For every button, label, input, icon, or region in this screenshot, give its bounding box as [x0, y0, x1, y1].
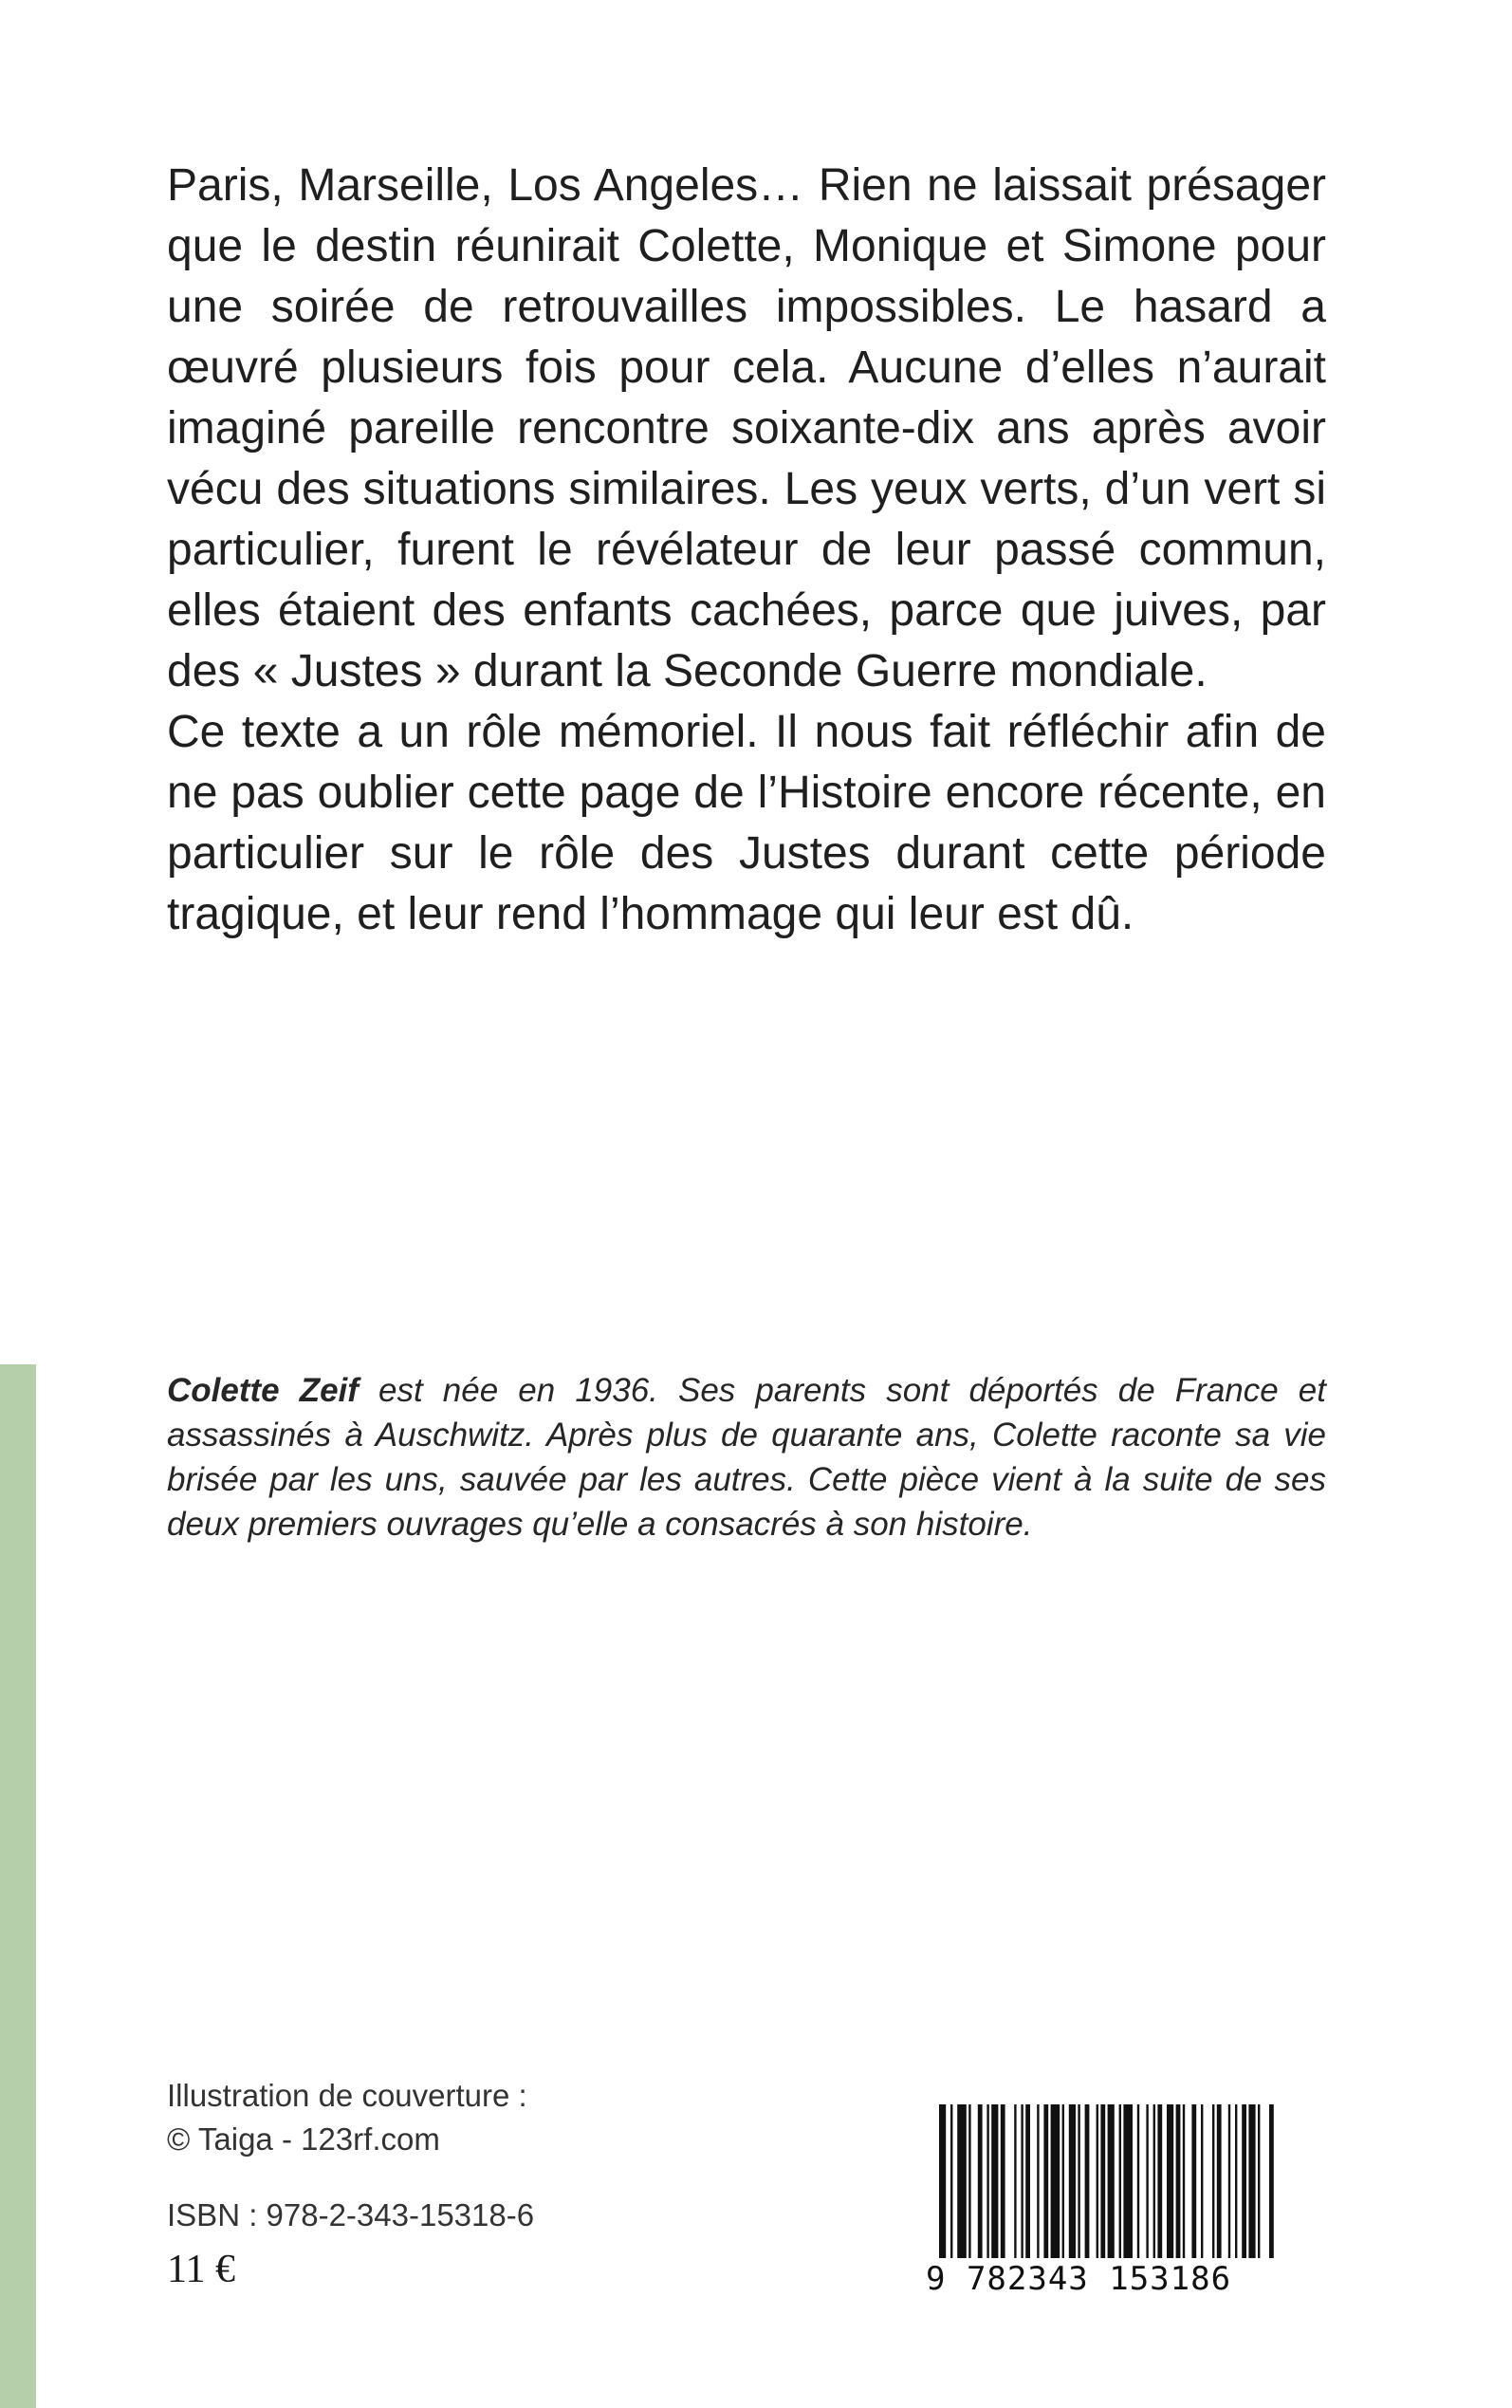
barcode-bar	[1025, 2104, 1030, 2266]
credits-line-1: Illustration de couverture :	[167, 2078, 527, 2113]
barcode-bar	[1201, 2104, 1203, 2266]
barcode-bar	[986, 2104, 988, 2266]
barcode-bar	[1212, 2104, 1214, 2266]
barcode-bar	[1217, 2104, 1222, 2266]
blurb-paragraph-2: Ce texte a un rôle mémoriel. Il nous fait réfléchir afin de ne pas oublier cette page de l’Histoire encore récente, en particulier sur le rôle des Justes durant cette période tragique, et leur rend l’hommage qui leur est dû.	[167, 707, 1326, 939]
barcode-bar	[1242, 2104, 1246, 2266]
author-name: Colette Zeif	[167, 1372, 359, 1409]
barcode-bar	[1108, 2104, 1115, 2266]
barcode-bar	[1085, 2104, 1090, 2266]
barcode-bar	[1176, 2104, 1181, 2266]
barcode-digits: 9 782343 153186	[926, 2258, 1324, 2300]
barcode-bar	[1123, 2104, 1133, 2266]
illustration-credits	[167, 2074, 527, 2161]
barcode-bar	[1014, 2104, 1016, 2266]
green-spine-strip	[0, 1364, 36, 2408]
barcode-bar	[1097, 2104, 1098, 2266]
barcode-bar	[968, 2104, 970, 2266]
author-bio	[167, 1368, 1326, 1547]
barcode-bar	[1228, 2104, 1230, 2266]
barcode-bar	[1001, 2104, 1005, 2266]
back-cover-blurb	[167, 156, 1326, 945]
barcode-bar	[1137, 2104, 1139, 2266]
barcode-bar	[978, 2104, 983, 2266]
price: 11 €	[167, 2248, 235, 2291]
barcode-bar	[1100, 2104, 1105, 2266]
barcode-bar	[1062, 2104, 1064, 2266]
credits-line-2: © Taiga - 123rf.com	[167, 2121, 440, 2157]
barcode-bar	[1078, 2104, 1079, 2266]
barcode-bar	[1153, 2104, 1155, 2266]
blurb-paragraph-1: Paris, Marseille, Los Angeles… Rien ne laissait présager que le destin réunirait Colette, Monique et Simone pour une soirée de retrouvailles impossibles. Le hasard a œuvré plusieurs fois pour cela. Aucune d’elles n’aurait imaginé pareille rencontre soixante-dix ans après avoir vécu des situations similaires. Les yeux verts, d’un vert si particulier, furent le révélateur de leur passé commun, elles étaient des enfants cachées, parce que juives, par des « Justes » durant la Seconde Guerre mondiale.	[167, 160, 1326, 696]
barcode-bar	[1051, 2104, 1060, 2266]
author-bio-text: est née en 1936. Ses parents sont déportés de France et assassinés à Auschwitz. Après plus de quarante ans, Colette raconte sa vie brisée par les uns, sauvée par les autres. Cette pièce vient à la suite de ses deux premiers ouvrages qu’elle a consacrés à son histoire.	[167, 1372, 1326, 1543]
barcode-bar	[1235, 2104, 1237, 2266]
barcode-bar	[991, 2104, 998, 2266]
barcode-bar	[1248, 2104, 1255, 2266]
barcode-bar	[1069, 2104, 1076, 2266]
barcode-bar	[1183, 2104, 1185, 2266]
barcode-bar	[1043, 2104, 1048, 2266]
barcode-bar	[1191, 2104, 1196, 2266]
barcode-bar	[1119, 2104, 1121, 2266]
barcode-bar	[957, 2104, 967, 2266]
barcode-bar	[1146, 2104, 1148, 2266]
barcode-bar	[1167, 2104, 1173, 2266]
isbn-number: ISBN : 978-2-343-15318-6	[167, 2197, 535, 2232]
barcode-bar	[1037, 2104, 1039, 2266]
barcode-bar	[1021, 2104, 1023, 2266]
barcode-bar	[1157, 2104, 1162, 2266]
